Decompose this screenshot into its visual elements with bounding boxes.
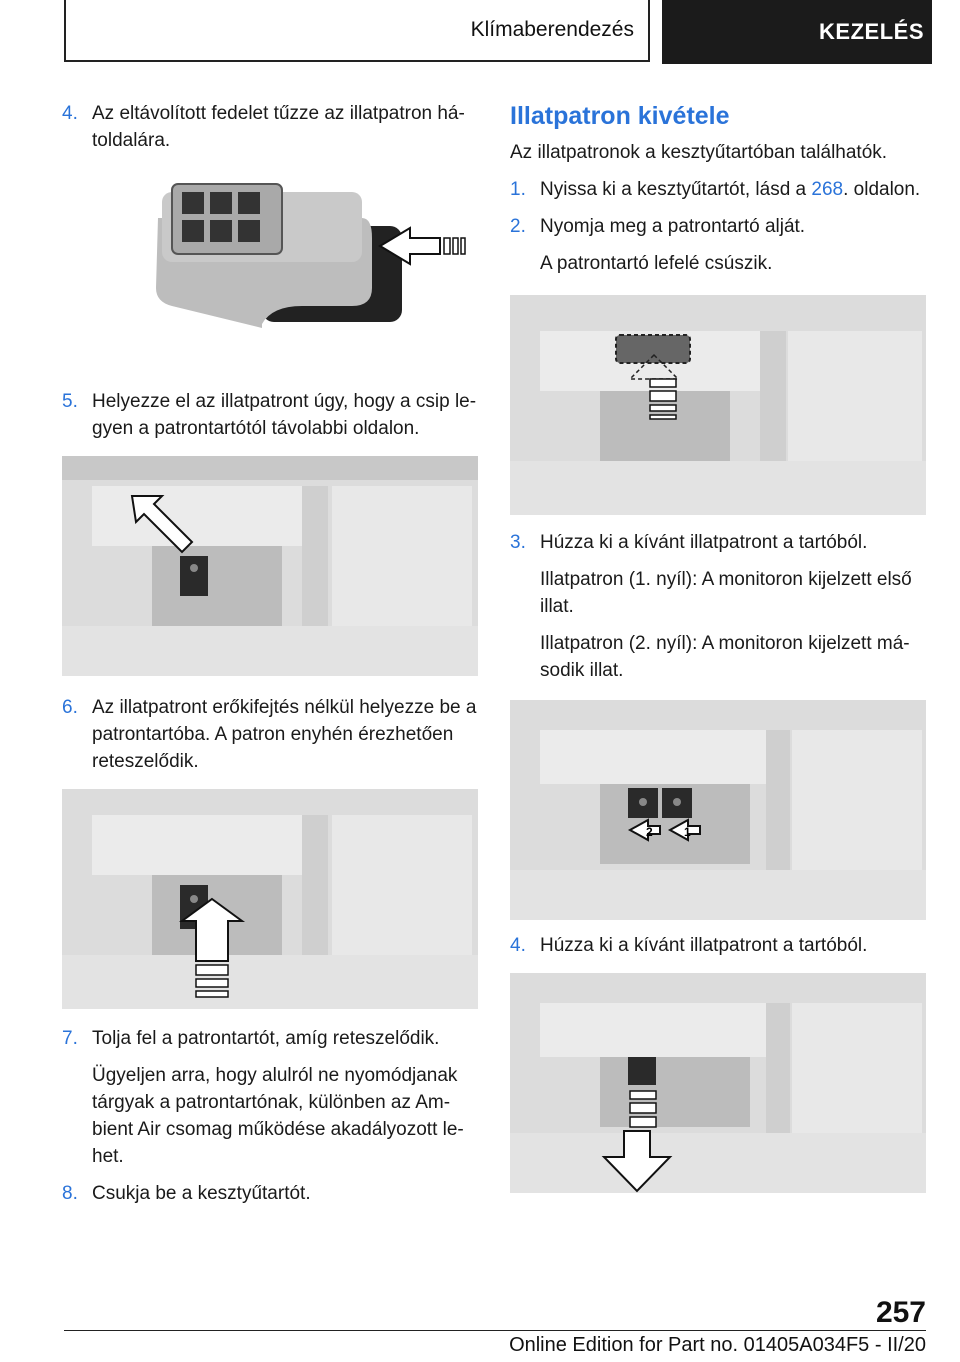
step-text: Nyissa ki a kesztyűtartót, lásd a 268. oldalon. xyxy=(540,179,921,200)
step-number: 5. xyxy=(62,391,78,412)
step-text: Húzza ki a kívánt illatpatront a tartóból. xyxy=(540,532,868,553)
right-column xyxy=(510,100,926,1203)
cartridge-figure xyxy=(62,178,478,368)
step-6 xyxy=(62,694,478,775)
arrow-label-two: 2 xyxy=(646,825,653,839)
page-reference-link[interactable]: 268 xyxy=(811,179,844,200)
step-text: Csukja be a kesztyűtartót. xyxy=(92,1183,311,1204)
footer-divider xyxy=(64,1330,926,1331)
step-text: Az illatpatront erőkifejtés nélkül helyezze be a patrontartóba. A patron enyhén érezhetően reteszelődik. xyxy=(92,697,477,772)
pull-out-figure xyxy=(510,973,926,1193)
step-number: 4. xyxy=(62,103,78,124)
step-number: 6. xyxy=(62,697,78,718)
step-text: Az eltávolított fedelet tűzze az illatpatron há-toldalára. xyxy=(92,103,465,151)
step-4-right xyxy=(510,932,926,959)
edition-info: Online Edition for Part no. 01405A034F5 - II/20 xyxy=(509,1334,926,1356)
removal-section-title: Illatpatron kivétele xyxy=(510,102,730,130)
page-number: 257 xyxy=(875,1296,926,1329)
step-text: Tolja fel a patrontartót, amíg reteszelődik. xyxy=(92,1028,440,1049)
step-3 xyxy=(510,529,926,556)
step-5 xyxy=(62,388,478,442)
step-number: 1. xyxy=(510,179,526,200)
step-1 xyxy=(510,176,926,203)
step-7 xyxy=(62,1025,478,1052)
two-cartridges-figure xyxy=(510,700,926,920)
removal-intro: Az illatpatronok a kesztyűtartóban találhatók. xyxy=(510,142,888,163)
chapter-tab[interactable]: KEZELÉS xyxy=(662,0,932,64)
step-number: 2. xyxy=(510,216,526,237)
step-2 xyxy=(510,213,926,240)
step-4 xyxy=(62,100,478,154)
step-2-note: A patrontartó lefelé csúszik. xyxy=(540,253,773,274)
step-number: 8. xyxy=(62,1183,78,1204)
section-title: Klímaberendezés xyxy=(64,0,650,62)
arrow-label-one: 1 xyxy=(684,825,691,839)
step-number: 4. xyxy=(510,935,526,956)
left-column xyxy=(62,100,478,1217)
step-3-note-2: Illatpatron (2. nyíl): A monitoron kijelzett má-sodik illat. xyxy=(540,633,910,681)
insert-position-figure xyxy=(62,456,478,676)
step-number: 3. xyxy=(510,532,526,553)
page-header xyxy=(64,0,932,64)
step-text: Nyomja meg a patrontartó alját. xyxy=(540,216,806,237)
step-number: 7. xyxy=(62,1028,78,1049)
press-holder-figure xyxy=(510,295,926,515)
step-8 xyxy=(62,1180,478,1207)
step-text: Húzza ki a kívánt illatpatront a tartóból. xyxy=(540,935,868,956)
insert-cartridge-figure xyxy=(62,789,478,1009)
step-text: Helyezze el az illatpatront úgy, hogy a csip le-gyen a patrontartótól távolabbi oldalon. xyxy=(92,391,477,439)
step-3-note-1: Illatpatron (1. nyíl): A monitoron kijelzett első illat. xyxy=(540,569,912,617)
step-7-note: Ügyeljen arra, hogy alulról ne nyomódjanak tárgyak a patrontartónak, különben az Am-bient Air csomag működése akadályozott le-het. xyxy=(92,1065,464,1167)
